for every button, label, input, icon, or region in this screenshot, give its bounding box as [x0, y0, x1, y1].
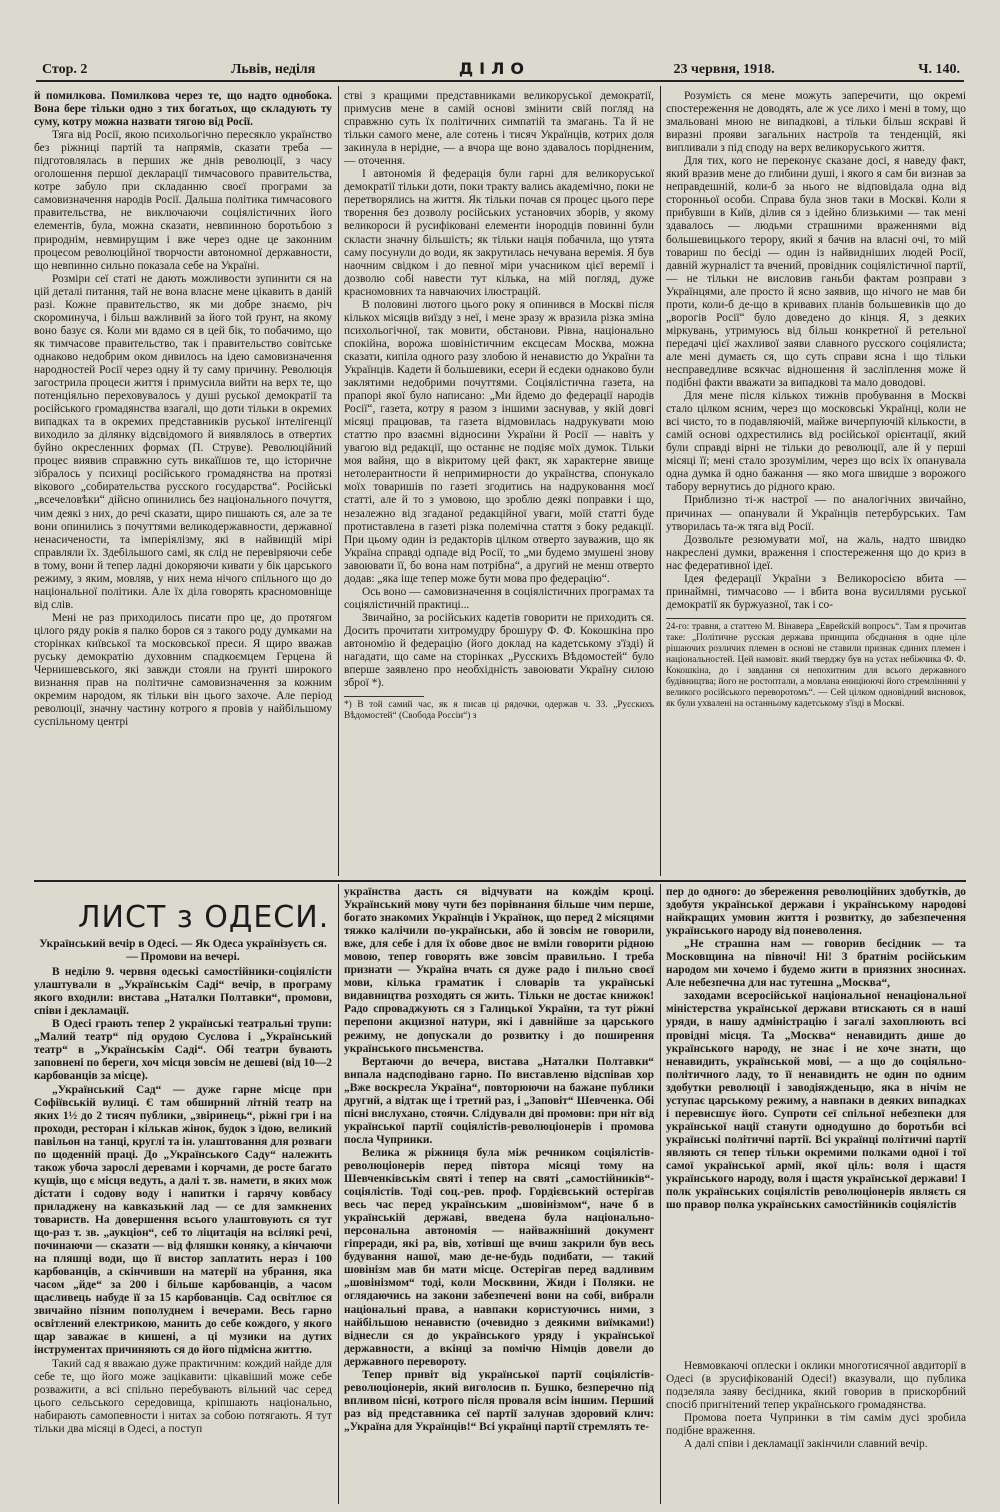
place-and-day: Львів, неділя	[230, 62, 316, 77]
top-col2-para-2: І автономія й федерація були гарні для великоруської демократії тільки доти, поки тракту вались академічно, поки не перетворялись на життя. Як тільки почав ся процес цього пере творення без дозволу російських установчих зборів, у якому великороси й русифіковані елементи інородців повинні були скласти значну більшість; як тільки нація побачила, що утята саму посунули до води, як закрутилась нечувана веремія. Я був наочним свідком і до певної міри учасником цієї веремії і дозволю собі навести тут кілька, на мій погляд, дуже красномовних та навчаючих ілюстрацій.	[344, 168, 654, 298]
top-col2-para-3: В половині лютого цього року я опинився в Москві після кількох місяців виїзду з неї, і мене зразу ж вразила різка зміна психольогічної, так мовити, обстанови. Рівна, національно спокійна, ворожа шовіністичним ексцесам Москва, можна сказати, кипіла одного разу злобою й ненавистю до України та Українців. Кадети й большевики, есери й есдеки однаково були заклятими недобрими почуттями. Соціялістична газета, на прапорі якої було написано: „Ми йдемо до федерації народів Росії“, газета, котру я разом з іншими заснував, у якій довгі місяці працював, та газета відмовилась надрукувати мою статтю про взаємні відносини України й Росії — навіть у увагою від редакції, що останнє не подіяє моїх думок. Тільки моя вайня, що в вікритому цей факт, як характерне явище нетолерантности й непримирности до українства, спонукало моїх товаришів по газеті згодитись на надруковання моєї статті, але й то з умовою, що зроблю деякі поправки і що, незалежно від згаданої редакційної уваги, моїй статті буде протиставлена в газеті різка полемічна стаття з боку редакції. При цьому один із редакторів цілком отверто зауважив, що як Україна справді одпаде від Росії, то „ми будемо змушені знову завоювати її, бо вона нам потрібна“, а другий не менш отверто додав: „яка іще тепер може бути мова про федерацію“.	[344, 298, 654, 585]
top-col2-para-1: стві з кращими представниками великоруської демократії, примусив мене в самій основі змінити свій погляд на справжню суть їх політичних симпатій та змагань. Та й не тільки самого мене, але сотень і тисяч Українців, котрих доля закинула в нерідне, — а вчора ще воно здавалось порідненим, — оточення.	[344, 90, 654, 168]
letter-col2-para-2: Вертаючи до вечера, вистава „Наталки Полтавки“ випала надсподівано гарно. По виставленю відспівав хор „Вже воскресла Україна“, повторюючи на бажане публики другий, а відтак ще і третий раз, і „Заповіт“ Шевченка. Обі пісні вислухано, стоячи. Слідували дві промови: при ніт від української партії соціялістів-революціонерів і промова посла Чупринки.	[344, 1055, 654, 1146]
letter-col3-para-3: заходами всеросійської національної ненаціональної міністерства української держави втискають ся в наші уряди, в нашу адміністрацію і загалі захоплюють всі провідні місця. Та „Москва“ ненавидить дише до українського народу, не знає і не хоче знати, що ненавидить, українськой мові, — а що до соціяльно-політичного ладу, то її ненавидить не один по одним здобутки революції і заводіяжденьцю, яка в нічім не уступає царському режиму, а навпаки в деяких випадках і перевисшує його. Супроти сеї спільної небезпеки для української нації станути однодушно до боротьби всі українські політичні партії. Всі українці політичні партії являють ся тепер тільки окремими полками одної і тої самої української армії, якої ціль: воля і щастя українського народу, воля і щастя української держави! І полк українських соціялістів революціонерів являєть ся шо правор полка українських самостійників соціялістів	[666, 990, 966, 1212]
footnote-rule	[344, 696, 424, 697]
letter-col1-para-4: Такий сад я вважаю дуже практичним: кождий найде для себе те, що його може зацікавити: цікавіший може себе розважити, а всі спільно перебувають вільний час серед цього сельського середовища, кріпшають національно, набирають самопевности і нитах за собою потягають. Я тут тільки два місяці в Одесі, а поступ	[34, 1357, 332, 1435]
top-col3-para-6: Ідея федерації України з Великоросією вбита — принаймні, тимчасово — і вбита вона вусиллями руської демократії як буржуазної, так і со-	[666, 572, 966, 611]
letter-col3-para-4: Невмовкаючі оплески і оклики многотисячної авдиторії в Одесі (в зрусифікованій Одесі!) вказували, що публика подзеляла заяву бесідника, який говорив в прискорбний спосіб пригнітений тепер українського громадянства.	[666, 1360, 966, 1412]
letter-column-3-end	[666, 1360, 966, 1496]
letter-col3-para-2: „Не страшна нам — говорив бесідник — та Московщина на півночі! Ні! З братнім російським народом ми хочемо і будемо жити в приязних зносинах. Але небезпечна для нас тутешна „Москва“,	[666, 938, 966, 990]
column-divider-1	[338, 86, 339, 876]
top-col1-para-4: Мені не раз приходилось писати про це, до протягом цілого ряду років я палко боров ся з такого роду думками на сторінках київської та московської преси. Я щиро вважав руську демократію духовним спадкоємцем Герцена й Чернишевського, які завжди стояли на ґрунті широкого визнання прав на політичне самовизначення за кожним окремим народом, як тільки він цього захоче. Але період революції, значну частину котрого я провів у найбільшому суспільному центрі	[34, 611, 332, 729]
newspaper-title: ДІЛО	[458, 59, 530, 78]
section-rule	[34, 880, 966, 882]
top-col3-para-4: Приблизно ті-ж настрої — по аналогічних звичайно, причинах — опанували й Українців петербурських. Там утворилась та-ж тяга від Росії.	[666, 494, 966, 533]
issue-date: 23 червня, 1918.	[673, 62, 775, 77]
top-col2-para-5: Звичайно, за російських кадетів говорити не приходить ся. Досить прочитати хитромудру брошуру Ф. Ф. Кокошкіна про автономію й федерацію (його доклад на кадетському з'їзді) й нагадати, що саме на сторінках „Русскихъ Вѣдомостей“ було вперше заявлено про необхідність завоювати Україну силою зброї *).	[344, 611, 654, 690]
letter-column-3	[666, 886, 966, 1246]
issue-number: Ч. 140.	[918, 62, 960, 77]
column-divider-4	[660, 884, 661, 1504]
column-divider-2	[660, 86, 661, 876]
header-rule	[36, 80, 964, 82]
letter-column-1	[34, 938, 332, 1498]
article-heading: ЛИСТ з ОДЕСИ.	[78, 900, 330, 935]
letter-col2-para-4: Тепер привіт від української партії соціялістів-революціонерів, який виголосив п. Бушко, безперечно під впливом пісні, котрого після проваля всім іншим. Перший раз від представника сеї партії залунав здоровий клич: „Україна для Українців!“ Всі українці партії стремлять те-	[344, 1368, 654, 1433]
top-col2-para-4: Ось воно — самовизначення в соціялістичних програмах та соціялістичній практиці...	[344, 585, 654, 611]
letter-col2-para-3: Велика ж ріжниця була між речником соціялістів-революціонерів перед півтора місяці тому на Шевченківськім святі і тепер на святі „самостійників“-соціялістів. Тоді соц.-рев. проф. Гордієвський остерігав весь час перед українським „шовінізмом“, наче б в українській державі, введена була національно-персональна автономія — найважніший документ гіпреради, які ра, вів, хотівші ще вчиш закрили був весь будування нашої, маю де-не-будь подибати, — такий шовінізм мав би мати місце. Остерігав перед вадливим „шовінізмом“ тоді, коли Москвини, Жиди і Поляки. не оглядаючись на закони забезпечені вони на собі, вибрали національні права, а навпаки користуючись ними, з найбільшою ненавистю (очевидно з деякими виїмками!) віднесли ся до українського уряду і української державности, а вкінці за помічю Німців довели до державного перевороту.	[344, 1146, 654, 1368]
top-col2-footnote: *) В той самий час, як я писав ці рядочки, одержав ч. 33. „Русскихъ Вѣдомостей“ (Свобода Россіи“) з	[344, 700, 654, 722]
top-col1-para-3: Розміри сеї статі не дають можливости зупинити ся на цій деталі питання, тай не вона власне мене цікавить в даній разі. Кожне правительство, як ми добре знаємо, річ скороминуча, і більш важливий за його той ґрунт, на якому воно базує ся. Коли ми вдамо ся в цей бік, то побачимо, що як тимчасове правительство, так і правительство совітське однаково недобрим оком дивилось на ідею самовизначення народностей Росії через одну й ту саму причину. Революція загострила процеси життя і примусила вийти на верх те, що потенціяльно переховувалось у душі руської демократії та російського громадянства взагалі, що доти тільки в окремих випадках та в окремих представників руської інтелігенції виходило за ділянку відсвідомого й виявлялось в отвертих буйно окресленних формах (П. Струве). Революційний процес виявив справжню суть викаїїшов те, що історичне зібралось у психиці російського громадянства на протязі вікового „собирательства русского государства“. Російські „всечеловѣки“ дійсно опинились без національного почуття, чим деякі з них, до речі сказати, щиро пишають ся, але за те вони опинились з почуттями великодержавности, державної ненасичености, та імперіялізму, які в найвищій мірі справляли їх. Здебільшого самі, як слід не перевіряючи себе в тому, вони й тепер ладні докоряючи кивати у бік царського режиму, з яким, мовляв, у них нема нічого спільного що до національної політики. Але їх діла говорять красномовніще від слів.	[34, 272, 332, 611]
top-col1-para-1: й помилкова. Помилкова через те, що надто однобока. Вона бере тільки одно з тих богатьох, що складують ту суму, котру можна назвати тягою від Росії.	[34, 90, 332, 129]
letter-col1-para-1: В неділю 9. червня одеські самостійники-соціялісти улаштували в „Українськім Саді“ вечір, в програму якого входили: вистава „Наталки Полтавки“, промови, співи і декламації.	[34, 966, 332, 1018]
letter-col3-para-1: пер до одного: до збереження революційних здобутків, до здобутя української держави і українському народові найкращих умовин життя і розвитку, до забезпечення українського народу від поневолення.	[666, 886, 966, 938]
top-column-2	[344, 90, 654, 878]
column-divider-3	[338, 884, 339, 1504]
letter-col3-para-6: А далі співи і декламації закінчили славний вечір.	[684, 1438, 928, 1451]
top-col3-footnote: 24-го: травня, а статтею М. Вінавера „Еврейскій вопросъ“. Там я прочитав таке: „Політичне русская держава принципа обєднання в одне ціле рішаючих розличих племен в основі не ставили признак єдиних племен і національностей. Цей намовіт. який тверджу був на устах небіжчика Ф. Ф. Кокошкіна, до і завдання ся непохитним для всього державного будівництва; його не ростоптали, а мовлана ениціюючі його стремлінняні у великого російського переворотомъ“. — Сей цілком одновідний висновок, як були ухвалені на останньому кадетському з'їзді в Москві.	[666, 621, 966, 709]
letter-col1-para-2: В Одесі грають тепер 2 українські театральні трупи: „Малий театр“ під орудою Суслова і „Український театр“ в „Українськім Саді“. Обі театри бувають заповнені по береги, хоч місця зовсім не дешеві (від 10—2 карбованців за місце).	[34, 1018, 332, 1083]
letter-col2-para-1: українства дасть ся відчувати на кождім кроці. Український мову чути без порівнання більше чим перше, богато знакомих Українців і Українок, що перед 2 місяцями тяжко калічили по-українськи, або й зовсім не говорили, вже, для себе і для їх обове двоє не вміли говорити рідною мовою, тепер говорять вже зовсім правильно. І треба признати — Україна вчать ся дуже радо і пильно своєї мови, кілька граматик і словарів та українські видавництва розходять ся жить. Тільки не достає книжок! Радо спроваджують ся з Галицької України, та тут ріжні перепони акцизної натури, які і давнійше за царського режиму, не допускали до розвитку і до поширення українського письменства.	[344, 886, 654, 1055]
top-col3-para-3: Для мене після кількох тижнів пробування в Москві стало цілком ясним, через що московські Українці, коли не всі чисто, то в подавляючій, майже вичерпуючій кількости, в самій основі одхрестились від російської орієнтації, який були справді вірні не тільки до революції, але й у перші місяці її; мені стало зрозумілим, через що всіх їх опанувала одна думка й одно бажання — яко мога швидше з ворожого табору вернутись до рідного краю.	[666, 390, 966, 494]
page-number: Стор. 2	[42, 62, 88, 77]
top-col3-para-1: Розумієть ся мене можуть заперечити, що окремі спостереження не доводять, але ж усе лихо і мені в тому, що змальовані мною не випадкові, а тільки більш яскраві й виразні прояви загальних настроїв та тенденцій, які випливали з під споду на верх великоруського життя.	[666, 90, 966, 155]
footnote-rule-2	[666, 618, 966, 619]
letter-column-2	[344, 886, 654, 1498]
top-col3-para-2: Для тих, кого не переконує сказане досі, я наведу факт, який вразив мене до глибини душі, і якого я сам би визнав за неправдешній, коли-б за нього не відповідала одна від сторонньої особи. Справа була знов таки в Москві. Коли я прибувши в Київ, ділив ся з ідейно близькими — так мені здавалось — людьми страшними враженнями від большевицького терору, який я бачив на власні очі, то мій товариш по бесіді — один із найвидніших людей Росії, давній журналіст та вчений, провідник соціялістичної партії, — не тільки не висловив ганьби фактам розправи з Українцями, але просто й ясно заявив, що нічого не мав би проти, коли-б де-що в кривавих планів большевиків що до „ворогів Росії“ було доведено до кінця. Я, з деяких міркувань, утримуюсь від більш конкретної й ретельної передачі цієї жахливої заяви славного русского соціялиста; але мені думаєть ся, що суть справи ясна і що тільки несправедливе всякчас відношення й засліплення може й подібні факти вважати за випадкові та мало доводові.	[666, 155, 966, 390]
top-column-3	[666, 90, 966, 878]
page-header	[42, 52, 960, 78]
top-col1-para-2: Тяга від Росії, якою психольогічно пересякло українство без ріжниці партій та напрямів, сказати треба — підготовлялась в перших же днів революції, з часу оголошення першої декларації тимчасового правительства, котре забуло при складанню своєї програми за самовизначення народів Росії. Дальша політика тимчасового правительства, не виключаючи соціялістичних його елементів, була, можна сказати, невпинною боротьбою з природнім, невмирущим і вже через одне це законним процесом революційної творчости автономної державности, що невпинно сильно показала себе на Україні.	[34, 129, 332, 272]
top-col3-para-5: Дозвольте резюмувати мої, на жаль, надто швидко накреслені думки, враження і спостереження що до криз в нас федеративної ідеї.	[666, 533, 966, 572]
letter-col1-para-3: „Український Сад“ — дуже гарне місце при Софіївській вулиці. Є там обширний літній театр на яких 1½ до 2 тисяч публики, „звіринець“, ріжні гри і на проходи, ресторан і кількав жінок, будок з їдою, великий павільон на танці, круглі та ін. улаштовання для розваги по щоденній праці. До „Українського Саду“ належить також убоча зарослі деревами і корчами, де росте багато кущів, що є місця ведуть, а далі т. зв. намети, в яких мож дістати і содову воду і напитки і гарячу ковбасу приладжену на кавказький лад — се для замкнених товариств. На довершення всього улаштовують ся тут що-раз т. зв. „аукціон“, себ то ліцитація на всілякі речі, починаючи — сказати — від фляшки коняку, а кінчаючи на пляшці води, що її вистор заплатить нераз і 100 карбованців, а скінчивши на матерії на убрання, яка часом „йде“ за 200 і більше карбованців, а часом щасливець набуде її за 15 карбованців. Сад освітлює ся звичайно пізним пополуднем і вечерами. Весь гарно освітлений електрикою, манить до себе кождого, у якого щар заважає в кишені, а ці музики на дутих інструментах причиняють ся до його підмісна життю.	[34, 1083, 332, 1357]
article-subheading: Український вечір в Одесі. — Як Одеса українізуєть ся. — Промови на вечері.	[39, 938, 327, 964]
top-column-1	[34, 90, 332, 878]
letter-col3-para-5: Промова поета Чупринки в тім самім дусі зробила подібне враження.	[666, 1412, 966, 1438]
